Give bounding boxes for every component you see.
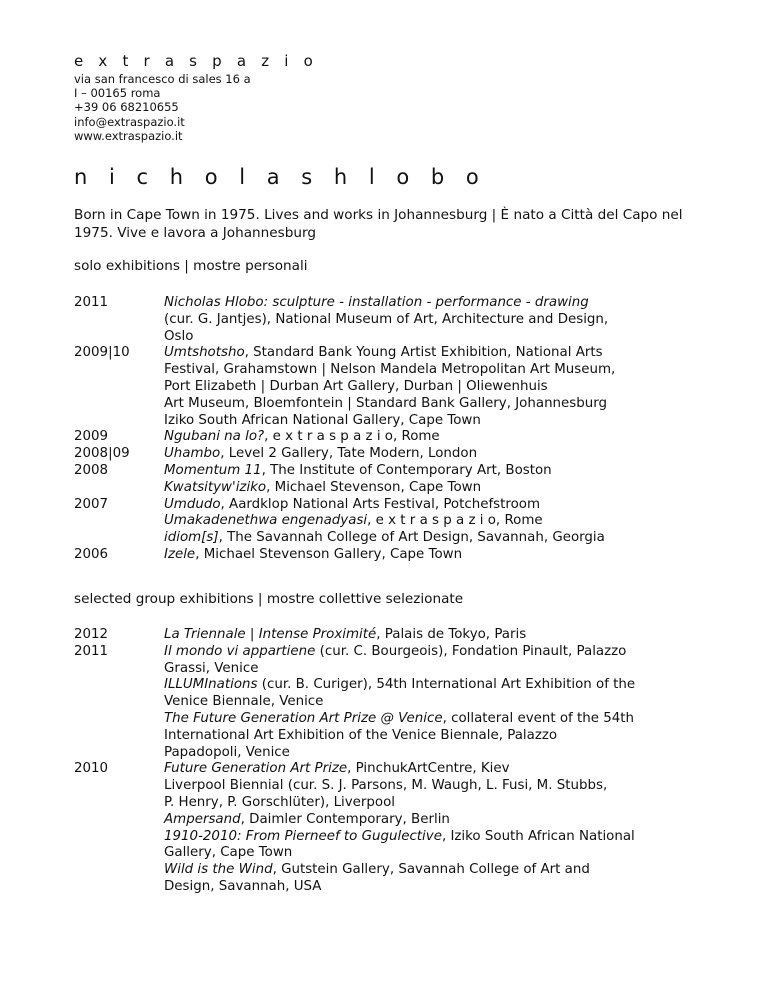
exhibition-line: [164, 795, 694, 812]
exhibition-title: 1910-2010: From Pierneef to Gugulective: [164, 828, 442, 844]
exhibition-line: [164, 745, 694, 762]
exhibition-line: [164, 661, 694, 678]
phone-number: +39 06 68210655: [74, 100, 179, 115]
exhibition-line: [164, 413, 694, 430]
exhibition-title: La Triennale | Intense Proximité: [164, 627, 377, 642]
exhibition-title: ILLUMInations: [164, 677, 258, 693]
exhibition-year-group: [74, 497, 694, 547]
exhibition-details: (cur. C. Bourgeois), Fondation Pinault, Palazzo: [315, 643, 627, 659]
exhibition-year-group: [74, 627, 694, 644]
exhibition-details: Festival, Grahamstown | Nelson Mandela Metropolitan Art Museum,: [164, 362, 616, 378]
exhibition-line: [164, 530, 694, 547]
exhibition-title: Il mondo vi appartiene: [164, 643, 316, 659]
exhibition-line: [164, 644, 694, 661]
group-exhibitions-list: [74, 627, 694, 896]
exhibition-line: [164, 711, 694, 728]
exhibition-year: 2006: [74, 546, 109, 562]
exhibition-details: , Iziko South African National: [441, 828, 635, 844]
address-line-city: I – 00165 roma: [74, 86, 161, 101]
exhibition-line: [164, 497, 694, 514]
exhibition-entries: [164, 761, 694, 895]
exhibition-entries: [164, 295, 694, 345]
exhibition-year: 2010: [74, 761, 109, 777]
exhibition-year: 2007: [74, 496, 109, 512]
exhibition-line: [164, 446, 694, 463]
exhibition-line: [164, 829, 694, 846]
exhibition-line: [164, 862, 694, 879]
exhibition-line: [164, 879, 694, 896]
exhibition-year-group: [74, 295, 694, 345]
exhibition-line: [164, 362, 694, 379]
exhibition-title: Izele: [164, 546, 196, 562]
exhibition-line: [164, 329, 694, 346]
exhibition-line: [164, 312, 694, 329]
exhibition-details: , Palais de Tokyo, Paris: [376, 627, 527, 642]
exhibition-details: , e x t r a s p a z i o, Rome: [367, 513, 543, 529]
exhibition-line: [164, 547, 694, 564]
exhibition-entries: [164, 644, 694, 762]
exhibition-line: [164, 845, 694, 862]
exhibition-details: , Michael Stevenson, Cape Town: [266, 479, 482, 495]
exhibition-title: Ngubani na lo?: [164, 429, 265, 445]
exhibition-line: [164, 677, 694, 694]
exhibition-details: P. Henry, P. Gorschlüter), Liverpool: [164, 794, 396, 810]
exhibition-details: , Michael Stevenson Gallery, Cape Town: [195, 546, 463, 562]
exhibition-details: Liverpool Biennial (cur. S. J. Parsons, M. Waugh, L. Fusi, M. Stubbs,: [164, 778, 608, 794]
exhibition-year: 2012: [74, 627, 109, 642]
exhibition-entries: [164, 446, 694, 463]
exhibition-details: , collateral event of the 54th: [442, 710, 635, 726]
exhibition-year-group: [74, 429, 694, 446]
solo-exhibitions-list: [74, 295, 694, 564]
exhibition-details: , The Savannah College of Art Design, Savannah, Georgia: [218, 530, 605, 546]
exhibition-line: [164, 379, 694, 396]
exhibition-details: Gallery, Cape Town: [164, 845, 293, 861]
exhibition-title: Umtshotsho: [164, 345, 245, 361]
exhibition-details: (cur. G. Jantjes), National Museum of Art, Architecture and Design,: [164, 311, 609, 327]
exhibition-details: , Daimler Contemporary, Berlin: [240, 811, 450, 827]
exhibition-entries: [164, 497, 694, 547]
gallery-header: [74, 52, 318, 143]
exhibition-year-group: [74, 761, 694, 895]
exhibition-line: [164, 694, 694, 711]
exhibition-title: The Future Generation Art Prize @ Venice: [164, 710, 443, 726]
exhibition-title: Ampersand: [164, 811, 241, 827]
artist-name: n i c h o l a s h l o b o: [74, 165, 487, 189]
exhibition-year: 2008: [74, 462, 109, 478]
exhibition-line: [164, 480, 694, 497]
exhibition-title: Momentum 11: [164, 462, 262, 478]
exhibition-year-group: [74, 463, 694, 497]
website-url: www.extraspazio.it: [74, 128, 183, 143]
exhibition-details: , Gutstein Gallery, Savannah College of Art and: [272, 862, 590, 878]
exhibition-title: Uhambo: [164, 446, 221, 462]
exhibition-line: [164, 513, 694, 530]
exhibition-line: [164, 463, 694, 480]
exhibition-line: [164, 812, 694, 829]
exhibition-line: [164, 778, 694, 795]
exhibition-details: Oslo: [164, 328, 194, 344]
solo-exhibitions-heading: solo exhibitions | mostre personali: [74, 258, 308, 274]
artist-bio: Born in Cape Town in 1975. Lives and works in Johannesburg | È nato a Città del Capo nel 1975. Vive e lavora a Johannesburg: [74, 207, 683, 242]
exhibition-details: (cur. B. Curiger), 54th International Art Exhibition of the: [257, 677, 636, 693]
gallery-name: e x t r a s p a z i o: [74, 52, 318, 70]
exhibition-line: [164, 728, 694, 745]
exhibition-entries: [164, 429, 694, 446]
exhibition-year-group: [74, 644, 694, 762]
exhibition-details: Venice Biennale, Venice: [164, 694, 324, 710]
exhibition-year-group: [74, 345, 694, 429]
exhibition-year-group: [74, 446, 694, 463]
exhibition-entries: [164, 627, 694, 644]
exhibition-entries: [164, 345, 694, 429]
exhibition-details: , PinchukArtCentre, Kiev: [347, 761, 510, 777]
exhibition-line: [164, 345, 694, 362]
exhibition-details: Iziko South African National Gallery, Cape Town: [164, 412, 481, 428]
exhibition-details: Papadopoli, Venice: [164, 744, 290, 760]
exhibition-line: [164, 396, 694, 413]
exhibition-details: , Level 2 Gallery, Tate Modern, London: [220, 446, 478, 462]
exhibition-year: 2008|09: [74, 446, 130, 462]
exhibition-year: 2009|10: [74, 345, 130, 361]
exhibition-year: 2011: [74, 643, 109, 659]
group-exhibitions-heading: selected group exhibitions | mostre collettive selezionate: [74, 591, 464, 607]
exhibition-line: [164, 295, 694, 312]
exhibition-details: , The Institute of Contemporary Art, Boston: [261, 462, 552, 478]
exhibition-details: , Aardklop National Arts Festival, Potchefstroom: [220, 496, 541, 512]
exhibition-year: 2011: [74, 295, 109, 310]
exhibition-title: Kwatsityw'iziko: [164, 479, 267, 495]
exhibition-details: Art Museum, Bloemfontein | Standard Bank Gallery, Johannesburg: [164, 395, 608, 411]
exhibition-entries: [164, 463, 694, 497]
exhibition-year: 2009: [74, 429, 109, 445]
exhibition-details: International Art Exhibition of the Venice Biennale, Palazzo: [164, 727, 558, 743]
exhibition-line: [164, 627, 694, 644]
exhibition-details: , e x t r a s p a z i o, Rome: [264, 429, 440, 445]
exhibition-title: Nicholas Hlobo: sculpture - installation - performance - drawing: [164, 295, 589, 310]
exhibition-title: idiom[s]: [164, 530, 219, 546]
exhibition-details: Design, Savannah, USA: [164, 878, 322, 894]
exhibition-details: Port Elizabeth | Durban Art Gallery, Durban | Oliewenhuis: [164, 378, 548, 394]
exhibition-details: Grassi, Venice: [164, 660, 259, 676]
exhibition-entries: [164, 547, 694, 564]
email-address: info@extraspazio.it: [74, 114, 185, 129]
exhibition-line: [164, 761, 694, 778]
exhibition-title: Umakadenethwa engenadyasi: [164, 513, 368, 529]
exhibition-year-group: [74, 547, 694, 564]
exhibition-line: [164, 429, 694, 446]
exhibition-details: , Standard Bank Young Artist Exhibition, National Arts: [244, 345, 603, 361]
exhibition-title: Future Generation Art Prize: [164, 761, 348, 777]
exhibition-title: Wild is the Wind: [164, 862, 273, 878]
exhibition-title: Umdudo: [164, 496, 221, 512]
address-line-street: via san francesco di sales 16 a: [74, 72, 251, 86]
